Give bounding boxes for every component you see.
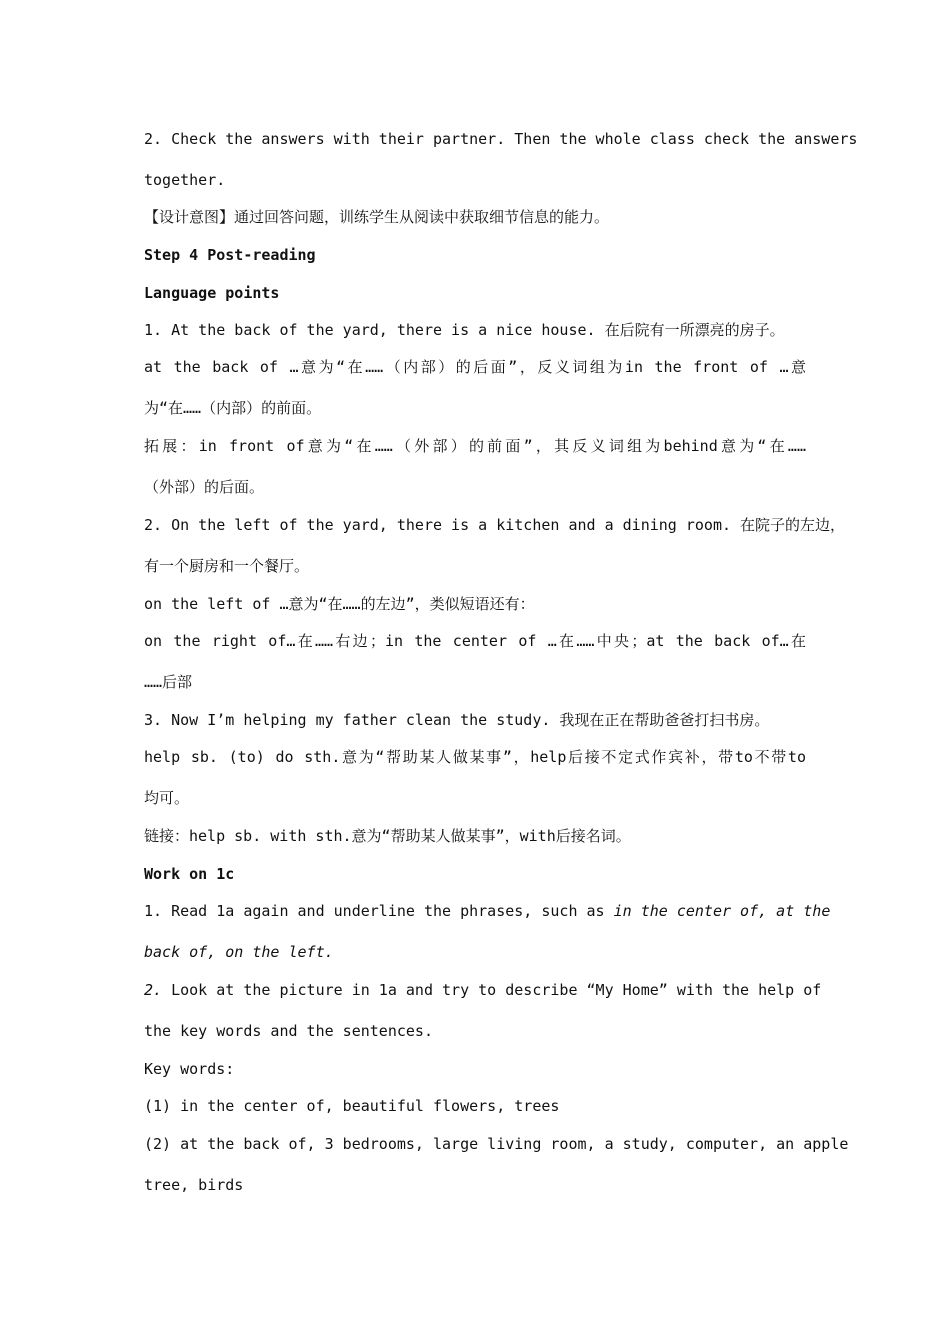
text-line: (2) at the back of, 3 bedrooms, large living room, a study, computer, an apple — [144, 1135, 849, 1153]
section-heading-language-points: Language points — [144, 284, 280, 302]
text-line: 3. Now I’m helping my father clean the study. 我现在正在帮助爸爸打扫书房。 — [144, 711, 770, 729]
text-line — [144, 980, 822, 1000]
text-line: 拓展：in front of意为“在……（外部）的前面”，其反义词组为behind意为“在…… — [144, 437, 806, 455]
text-line: together. — [144, 171, 226, 189]
text-span: Look at the picture in 1a and try to describe “My Home” with the help of — [162, 981, 822, 999]
section-heading-step4: Step 4 Post-reading — [144, 246, 316, 264]
text-line: 有一个厨房和一个餐厅。 — [144, 557, 310, 575]
text-line: on the left of …意为“在……的左边”，类似短语还有： — [144, 595, 535, 613]
text-line: tree, birds — [144, 1176, 244, 1194]
text-line: ……后部 — [144, 673, 193, 691]
italic-phrases: back of, on the left. — [144, 943, 334, 961]
design-intent-line: 【设计意图】通过回答问题，训练学生从阅读中获取细节信息的能力。 — [144, 208, 610, 226]
text-line: at the back of …意为“在……（内部）的后面”，反义词组为in the front of …意 — [144, 358, 806, 376]
text-line: 链接：help sb. with sth.意为“帮助某人做某事”，with后接名词。 — [144, 827, 631, 845]
text-line: on the right of…在……右边；in the center of …在……中央；at the back of…在 — [144, 632, 806, 650]
section-heading-work-on-1c: Work on 1c — [144, 865, 235, 883]
text-line: help sb. (to) do sth.意为“帮助某人做某事”，help后接不定式作宾补，带to不带to — [144, 748, 806, 766]
text-line — [144, 901, 831, 921]
text-line: Key words: — [144, 1060, 235, 1078]
text-span: 1. Read 1a again and underline the phrases, such as — [144, 902, 614, 920]
text-line — [144, 942, 334, 962]
italic-number: 2. — [144, 981, 163, 999]
text-line: 均可。 — [144, 789, 190, 807]
text-line: 2. On the left of the yard, there is a kitchen and a dining room. 在院子的左边， — [144, 516, 846, 534]
text-line: （外部）的后面。 — [144, 478, 265, 496]
text-line: 2. Check the answers with their partner. Then the whole class check the answers — [144, 130, 858, 148]
text-line: the key words and the sentences. — [144, 1022, 433, 1040]
italic-phrases: in the center of, at the — [613, 902, 831, 920]
text-line: 为“在……（内部）的前面。 — [144, 399, 322, 417]
text-line: (1) in the center of, beautiful flowers, trees — [144, 1097, 560, 1115]
text-line: 1. At the back of the yard, there is a nice house. 在后院有一所漂亮的房子。 — [144, 321, 785, 339]
